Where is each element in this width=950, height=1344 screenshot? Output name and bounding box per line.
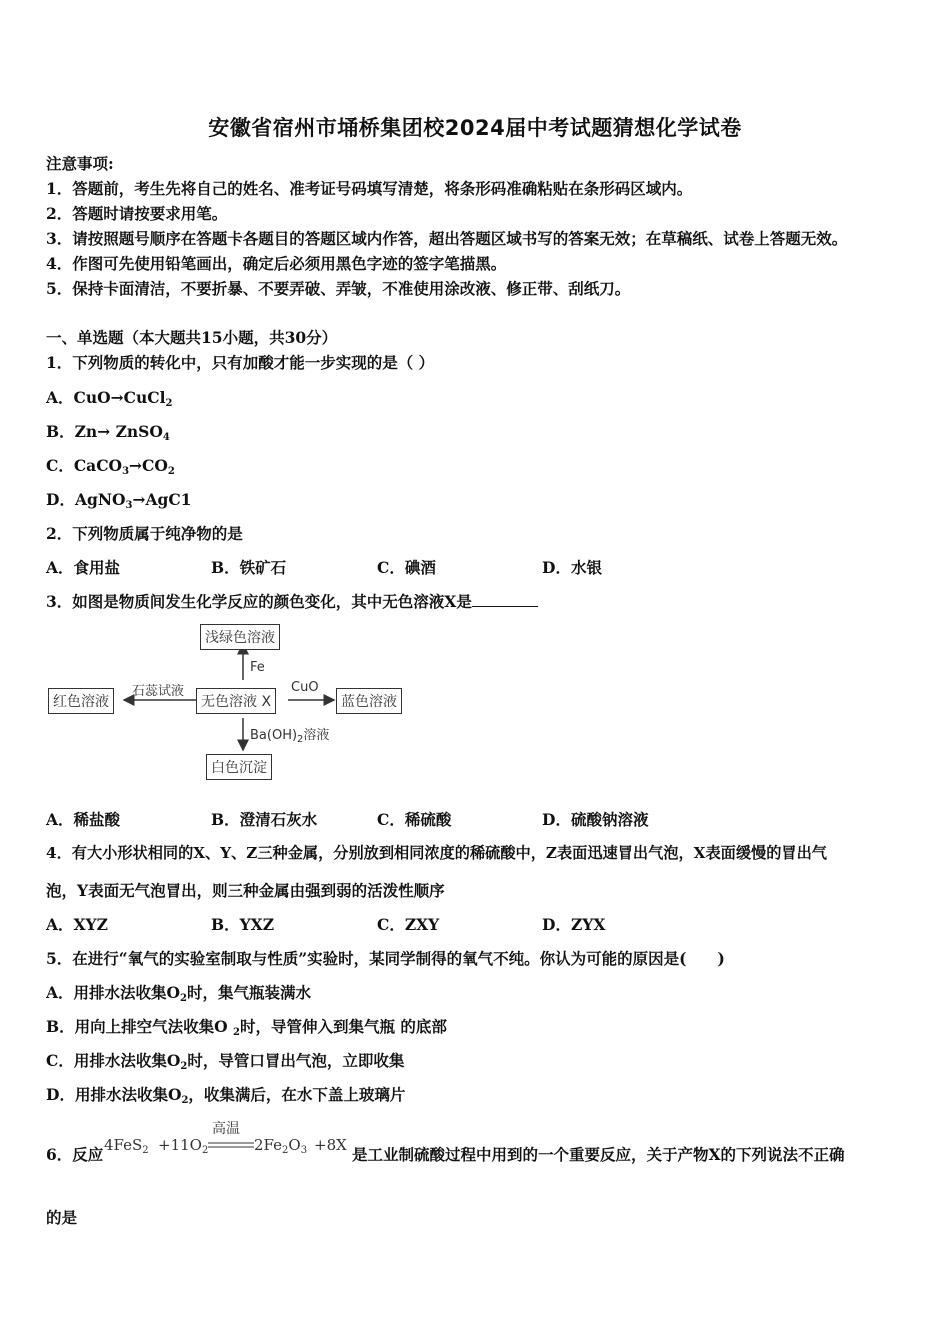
q5-option-c: C．用排水法收集$O_2$时，导管口冒出气泡，立即收集: [46, 1051, 405, 1072]
section-heading: 一、单选题（本大题共15小题，共30分）: [46, 328, 338, 347]
q3-reaction-diagram: [40, 618, 420, 788]
notice-item-5: 5．保持卡面清洁，不要折暴、不要弄破、弄皱，不准使用涂改液、修正带、刮纸刀。: [46, 279, 631, 298]
q1-option-b: B．Zn→ ZnSO$_4$: [46, 422, 170, 443]
q2-option-d: D．水银: [542, 558, 602, 577]
q5-stem: 5．在进行“氧气的实验室制取与性质”实验时，某同学制得的氧气不纯。你认为可能的原因是( ): [46, 949, 725, 968]
page-title: 安徽省宿州市埇桥集团校2024届中考试题猜想化学试卷: [208, 116, 742, 140]
q4-option-c: C．ZXY: [377, 915, 440, 934]
notice-item-1: 1．答题前，考生先将自己的姓名、准考证号码填写清楚，将条形码准确粘贴在条形码区域内。: [46, 179, 693, 198]
q3-option-b: B．澄清石灰水: [211, 810, 318, 829]
q3-option-d: D．硫酸钠溶液: [542, 810, 649, 829]
q1-option-a: A．CuO→CuCl$_2$: [46, 388, 173, 409]
q3-stem: 3．如图是物质间发生化学反应的颜色变化，其中无色溶液X是: [46, 590, 538, 612]
notice-item-4: 4．作图可先使用铅笔画出，确定后必须用黑色字迹的签字笔描黑。: [46, 254, 507, 273]
q2-option-a: A．食用盐: [46, 558, 121, 577]
q2-option-c: C．碘酒: [377, 558, 436, 577]
q1-option-c: C．$CaCO_3\to CO_2$: [46, 456, 175, 477]
label-baoh2-solution: $Ba(OH)_2$溶液: [250, 728, 330, 745]
q4-stem-line1: 4．有大小形状相同的X、Y、Z三种金属，分别放到相同浓度的稀硫酸中，Z表面迅速冒出气泡，X表面缓慢的冒出气: [46, 844, 827, 862]
q4-option-b: B．YXZ: [211, 915, 275, 934]
q3-option-c: C．稀硫酸: [377, 810, 452, 829]
label-litmus: 石蕊试液: [132, 684, 185, 699]
q3-option-a: A．稀盐酸: [46, 810, 121, 829]
q5-option-b: B．用向上排空气法收集O $_2$时，导管伸入到集气瓶 的底部: [46, 1017, 447, 1038]
equation-reactant-1: 4FeS$_2$: [104, 1136, 149, 1156]
answer-blank: [472, 592, 538, 607]
q4-option-d: D．ZYX: [542, 915, 606, 934]
box-red-solution: 红色溶液: [48, 688, 114, 714]
equation-reactant-2: $+11O_2$: [158, 1136, 209, 1156]
q5-option-a: A．用排水法收集$O_2$时，集气瓶装满水: [46, 983, 312, 1004]
box-light-green-solution: 浅绿色溶液: [200, 624, 280, 650]
q1-stem: 1．下列物质的转化中，只有加酸才能一步实现的是（ ）: [46, 353, 435, 372]
q2-stem: 2．下列物质属于纯净物的是: [46, 524, 243, 543]
notice-heading: 注意事项:: [46, 154, 114, 173]
equation-product-1: $2Fe_2O_3$: [254, 1136, 308, 1156]
q6-chemical-equation: [104, 1118, 354, 1168]
notice-item-3: 3．请按照题号顺序在答题卡各题目的答题区域内作答，超出答题区域书写的答案无效；在草稿纸、试卷上答题无效。: [46, 229, 848, 248]
q4-option-a: A．XYZ: [46, 915, 108, 934]
q5-option-d: D．用排水法收集$O_2$，收集满后，在水下盖上玻璃片: [46, 1085, 406, 1106]
q1-option-d: D．AgNO$_3$→AgC1: [46, 490, 192, 511]
box-blue-solution: 蓝色溶液: [336, 688, 402, 714]
q6-suffix: 是工业制硫酸过程中用到的一个重要反应，关于产物X的下列说法不正确: [352, 1145, 845, 1164]
equation-product-2: +8X: [314, 1136, 347, 1154]
label-fe: Fe: [250, 660, 265, 675]
equation-condition: 高温: [212, 1121, 240, 1137]
notice-item-2: 2．答题时请按要求用笔。: [46, 204, 228, 223]
q4-stem-line2: 泡，Y表面无气泡冒出，则三种金属由强到弱的活泼性顺序: [46, 881, 445, 900]
box-white-precipitate: 白色沉淀: [206, 754, 272, 780]
q2-option-b: B．铁矿石: [211, 558, 287, 577]
label-cuo: CuO: [291, 680, 319, 695]
q6-prefix: 6．反应: [46, 1145, 104, 1164]
box-colorless-solution-x: 无色溶液 X: [196, 688, 276, 714]
q6-line2: 的是: [46, 1208, 78, 1227]
equation-equals-sign: [208, 1142, 258, 1150]
